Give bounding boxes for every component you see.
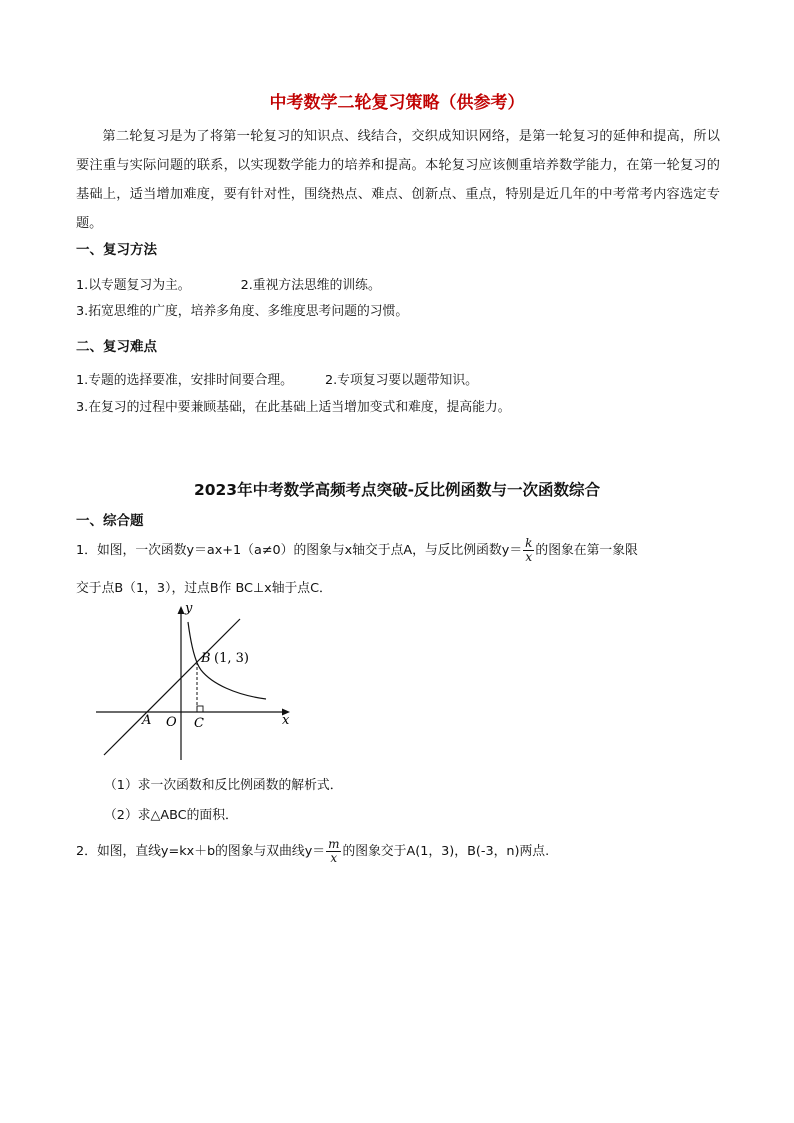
fraction-numerator: m (328, 837, 340, 851)
question-1-line-1 (76, 537, 638, 564)
question-1-text-b: 的图象在第一象限 (535, 543, 638, 558)
right-angle-mark (197, 706, 203, 712)
linear-function-line (104, 619, 240, 755)
section-heading-methods: 一、复习方法 (76, 242, 157, 258)
function-graph (90, 600, 300, 765)
difficulties-item-3: 3.在复习的过程中要兼顾基础，在此基础上适当增加变式和难度，提高能力。 (76, 400, 511, 415)
y-axis-label: y (185, 601, 193, 616)
intro-paragraph: 第二轮复习是为了将第一轮复习的知识点、线结合，交织成知识网络，是第一轮复习的延伸和提高，所以要注重与实际问题的联系，以实现数学能力的培养和提高。本轮复习应该侧重培养数学能力，在第一轮复习的基础上，适当增加难度，要有针对性，围绕热点、难点、创新点、重点，特别是近几年的中考常考内容选定专题。 (76, 129, 720, 231)
question-2-text-a: 2．如图，直线y=kx＋b的图象与双曲线y＝ (76, 844, 326, 859)
origin-label: O (166, 715, 177, 730)
methods-item-3: 3.拓宽思维的广度，培养多角度、多维度思考问题的习惯。 (76, 304, 409, 319)
x-axis-label: x (282, 713, 290, 728)
point-a-label: A (142, 713, 152, 728)
point-b-label: B (201, 651, 211, 666)
fraction-k-over-x (523, 537, 534, 564)
question-2-line-1 (76, 838, 549, 865)
methods-item-1: 1.以专题复习为主。 (76, 278, 191, 293)
question-1-line-2: 交于点B（1，3），过点B作 BC⊥x轴于点C． (76, 581, 332, 596)
difficulties-item-2: 2.专项复习要以题带知识。 (324, 373, 478, 388)
worksheet-title: 2023年中考数学高频考点突破-反比例函数与一次函数综合 (193, 481, 601, 499)
part-heading: 一、综合题 (76, 513, 144, 529)
difficulties-item-1: 1.专题的选择要准，安排时间要合理。 (76, 373, 293, 388)
question-1-sub-2: （2）求△ABC的面积． (104, 808, 238, 823)
question-1-sub-1: （1）求一次函数和反比例函数的解析式． (104, 778, 343, 793)
difficulties-line-1 (76, 369, 478, 388)
page-title: 中考数学二轮复习策略（供参考） (269, 93, 525, 113)
methods-line-1 (76, 274, 381, 293)
question-2-text-b: 的图象交于A(1，3)，B(-3，n)两点. (342, 844, 550, 859)
fraction-denominator: x (525, 550, 533, 564)
methods-item-2: 2.重视方法思维的训练。 (240, 278, 381, 293)
section-heading-difficulties: 二、复习难点 (76, 339, 157, 355)
question-1-text-a: 1．如图，一次函数y＝ax+1（a≠0）的图象与x轴交于点A，与反比例函数y＝ (76, 543, 523, 558)
fraction-denominator: x (330, 851, 338, 865)
fraction-numerator: k (525, 536, 533, 550)
point-b-coords: (1, 3) (214, 651, 249, 666)
fraction-m-over-x (326, 838, 341, 865)
point-c-label: C (194, 716, 204, 731)
y-axis-arrow (178, 606, 185, 614)
